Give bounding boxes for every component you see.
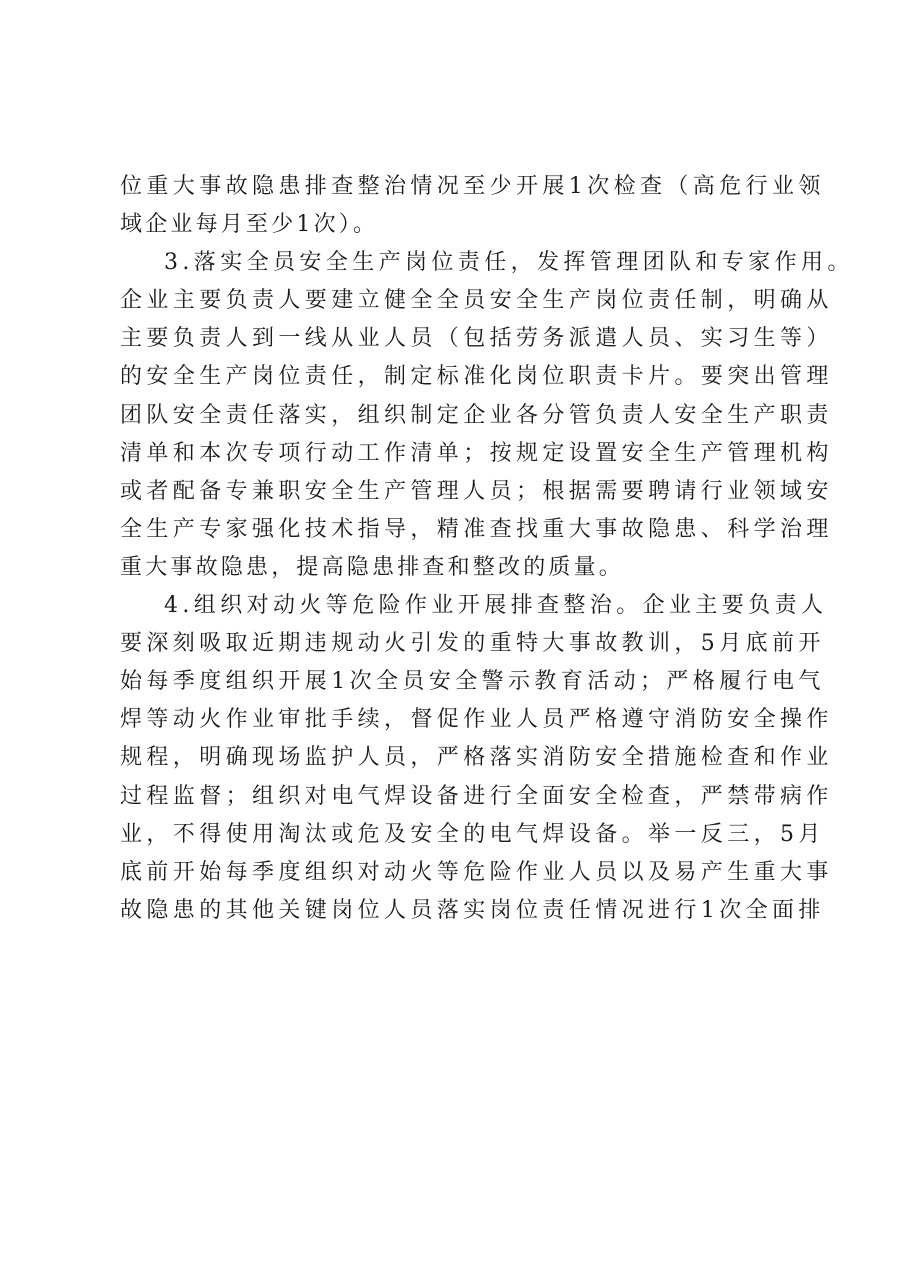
text-line: 4.组织对动火等危险作业开展排查整治。企业主要负责人 — [164, 593, 828, 619]
text-line: 企业主要负责人要建立健全全员安全生产岗位责任制，明确从 — [120, 288, 833, 314]
text-line: 要深刻吸取近期违规动火引发的重特大事故教训，5月底前开 — [120, 631, 825, 657]
body-text — [120, 168, 854, 930]
text-line: 域企业每月至少1次）。 — [120, 212, 379, 238]
text-line: 位重大事故隐患排查整治情况至少开展1次检查（高危行业领 — [120, 174, 825, 199]
text-line: 焊等动火作业审批手续，督促作业人员严格遵守消防安全操作 — [120, 707, 833, 733]
text-line: 业，不得使用淘汰或危及安全的电气焊设备。举一反三，5月 — [120, 821, 825, 847]
text-line: 全生产专家强化技术指导，精准查找重大事故隐患、科学治理 — [120, 516, 833, 542]
text-line: 重大事故隐患，提高隐患排查和整改的质量。 — [120, 554, 625, 580]
text-line: 始每季度组织开展1次全员安全警示教育活动；严格履行电气 — [120, 669, 825, 695]
text-line: 过程监督；组织对电气焊设备进行全面安全检查，严禁带病作 — [120, 783, 833, 809]
text-line: 清单和本次专项行动工作清单；按规定设置安全生产管理机构 — [120, 440, 833, 466]
text-line: 规程，明确现场监护人员，严格落实消防安全措施检查和作业 — [120, 745, 833, 771]
text-line: 或者配备专兼职安全生产管理人员；根据需要聘请行业领域安 — [120, 478, 833, 504]
text-line: 主要负责人到一线从业人员（包括劳务派遣人员、实习生等） — [120, 326, 833, 352]
text-line: 底前开始每季度组织对动火等危险作业人员以及易产生重大事 — [120, 859, 833, 885]
text-line: 3.落实全员安全生产岗位责任，发挥管理团队和专家作用。 — [164, 250, 854, 276]
text-line: 故隐患的其他关键岗位人员落实岗位责任情况进行1次全面排 — [120, 897, 825, 923]
text-line: 团队安全责任落实，组织制定企业各分管负责人安全生产职责 — [120, 402, 833, 428]
text-line: 的安全生产岗位责任，制定标准化岗位职责卡片。要突出管理 — [120, 364, 833, 390]
